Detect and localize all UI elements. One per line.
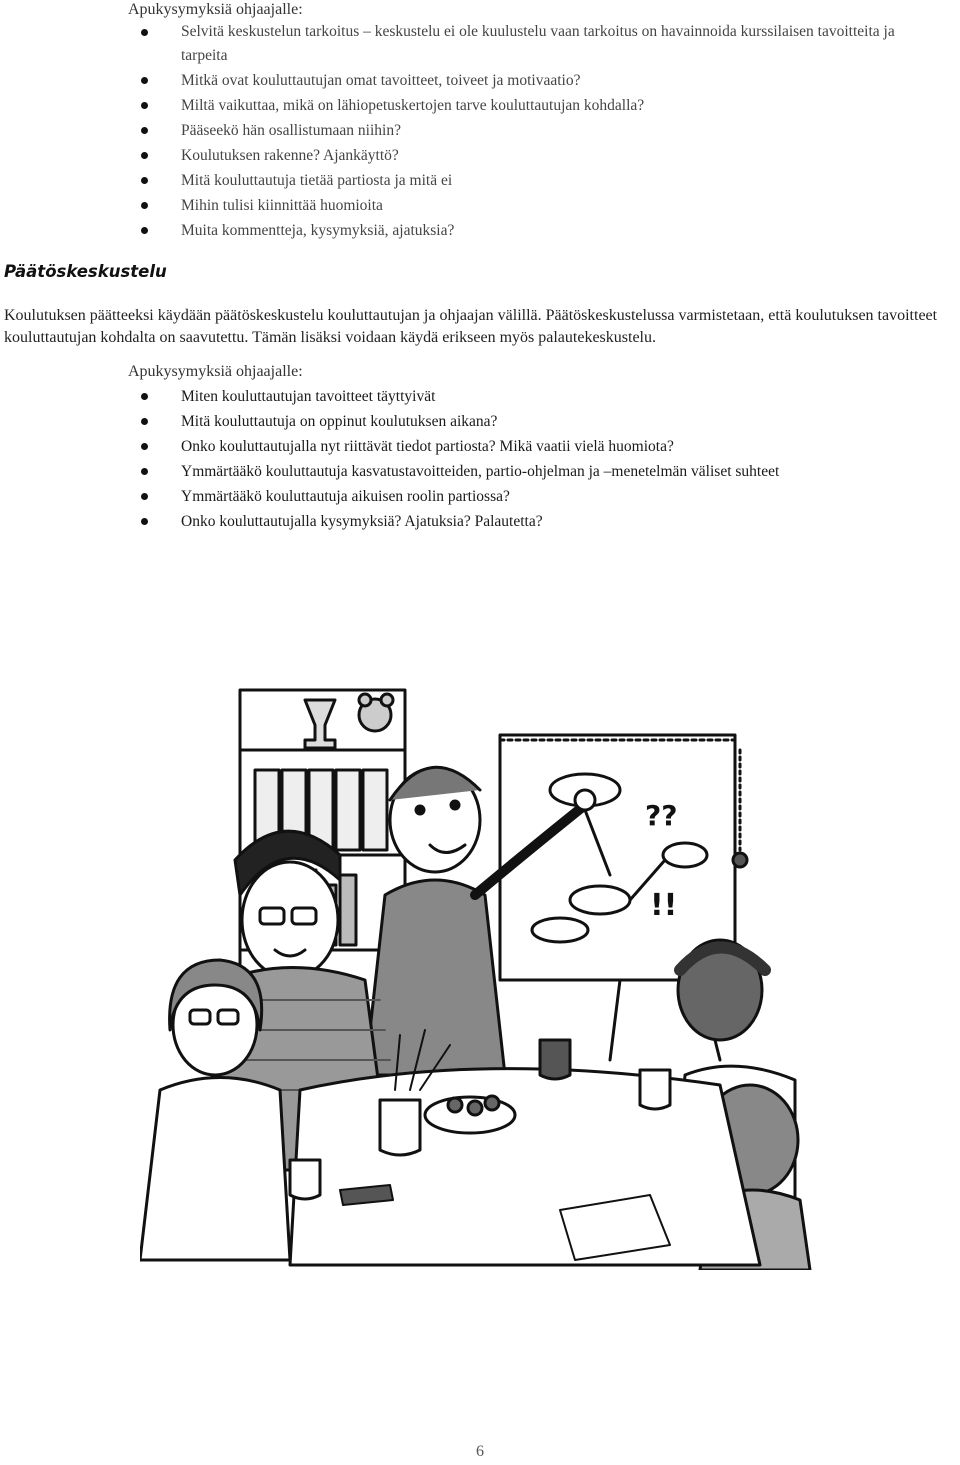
list-item-text: Mitä kouluttautuja on oppinut koulutuksen aikana? <box>181 413 498 430</box>
list-item-text: Miltä vaikuttaa, mikä on lähiopetuskertojen tarve kouluttautujan kohdalla? <box>181 97 645 114</box>
bullet-icon <box>141 418 148 425</box>
list-item <box>128 409 928 434</box>
list-item <box>128 143 928 168</box>
list-item-text: Selvitä keskustelun tarkoitus – keskustelu ei ole kuulustelu vaan tarkoitus on havainnoida kurssilaisen tavoitteita ja tarpeita <box>181 23 895 64</box>
list-item <box>128 509 928 534</box>
page-number: 6 <box>476 1443 484 1460</box>
list-item-text: Mihin tulisi kiinnittää huomioita <box>181 197 383 214</box>
bullet-icon <box>141 443 148 450</box>
bullet-icon <box>141 29 148 36</box>
list-item-text: Muita kommentteja, kysymyksiä, ajatuksia? <box>181 222 455 239</box>
bullet-icon <box>141 227 148 234</box>
helper-questions-label-2: Apukysymyksiä ohjaajalle: <box>128 363 303 380</box>
bullet-icon <box>141 202 148 209</box>
bullet-icon <box>141 393 148 400</box>
bullet-icon <box>141 127 148 134</box>
list-item-text: Ymmärtääkö kouluttautuja kasvatustavoitteiden, partio-ohjelman ja –menetelmän väliset suhteet <box>181 463 780 480</box>
bullet-icon <box>141 177 148 184</box>
list-item <box>128 459 928 484</box>
list-item <box>128 20 928 68</box>
list-item-text: Pääseekö hän osallistumaan niihin? <box>181 122 401 139</box>
helper-questions-list-2 <box>128 384 928 534</box>
list-item <box>128 68 928 93</box>
list-item <box>128 218 928 243</box>
section-heading: Päätöskeskustelu <box>4 262 167 281</box>
helper-questions-list-1 <box>128 20 928 243</box>
bullet-icon <box>141 468 148 475</box>
bullet-icon <box>141 77 148 84</box>
list-item <box>128 193 928 218</box>
list-item <box>128 384 928 409</box>
bullet-icon <box>141 493 148 500</box>
list-item-text: Onko kouluttautujalla kysymyksiä? Ajatuksia? Palautetta? <box>181 513 543 530</box>
bullet-icon <box>141 152 148 159</box>
list-item <box>128 93 928 118</box>
list-item <box>128 434 928 459</box>
list-item <box>128 118 928 143</box>
body-paragraph: Koulutuksen päätteeksi käydään päätöskeskustelu kouluttautujan ja ohjaajan välillä. Päätöskeskustelussa varmistetaan, että koulutuksen tavoitteet kouluttautujan kohdalta on saavutettu. Tämän lisäksi voidaan käydä erikseen myös palautekeskustelu. <box>4 307 938 346</box>
flipchart-exclamation-marks: !! <box>650 888 678 923</box>
list-item-text: Mitä kouluttautuja tietää partiosta ja mitä ei <box>181 172 453 189</box>
list-item <box>128 484 928 509</box>
list-item-text: Mitkä ovat kouluttautujan omat tavoitteet, toiveet ja motivaatio? <box>181 72 581 89</box>
list-item-text: Koulutuksen rakenne? Ajankäyttö? <box>181 147 399 164</box>
list-item-text: Ymmärtääkö kouluttautuja aikuisen roolin partiossa? <box>181 488 510 505</box>
list-item <box>128 168 928 193</box>
bullet-icon <box>141 518 148 525</box>
meeting-illustration <box>140 680 820 1270</box>
flipchart-question-marks: ?? <box>645 799 678 832</box>
helper-questions-label-1: Apukysymyksiä ohjaajalle: <box>128 1 303 18</box>
list-item-text: Miten kouluttautujan tavoitteet täyttyivät <box>181 388 436 405</box>
bullet-icon <box>141 102 148 109</box>
list-item-text: Onko kouluttautujalla nyt riittävät tiedot partiosta? Mikä vaatii vielä huomiota? <box>181 438 674 455</box>
